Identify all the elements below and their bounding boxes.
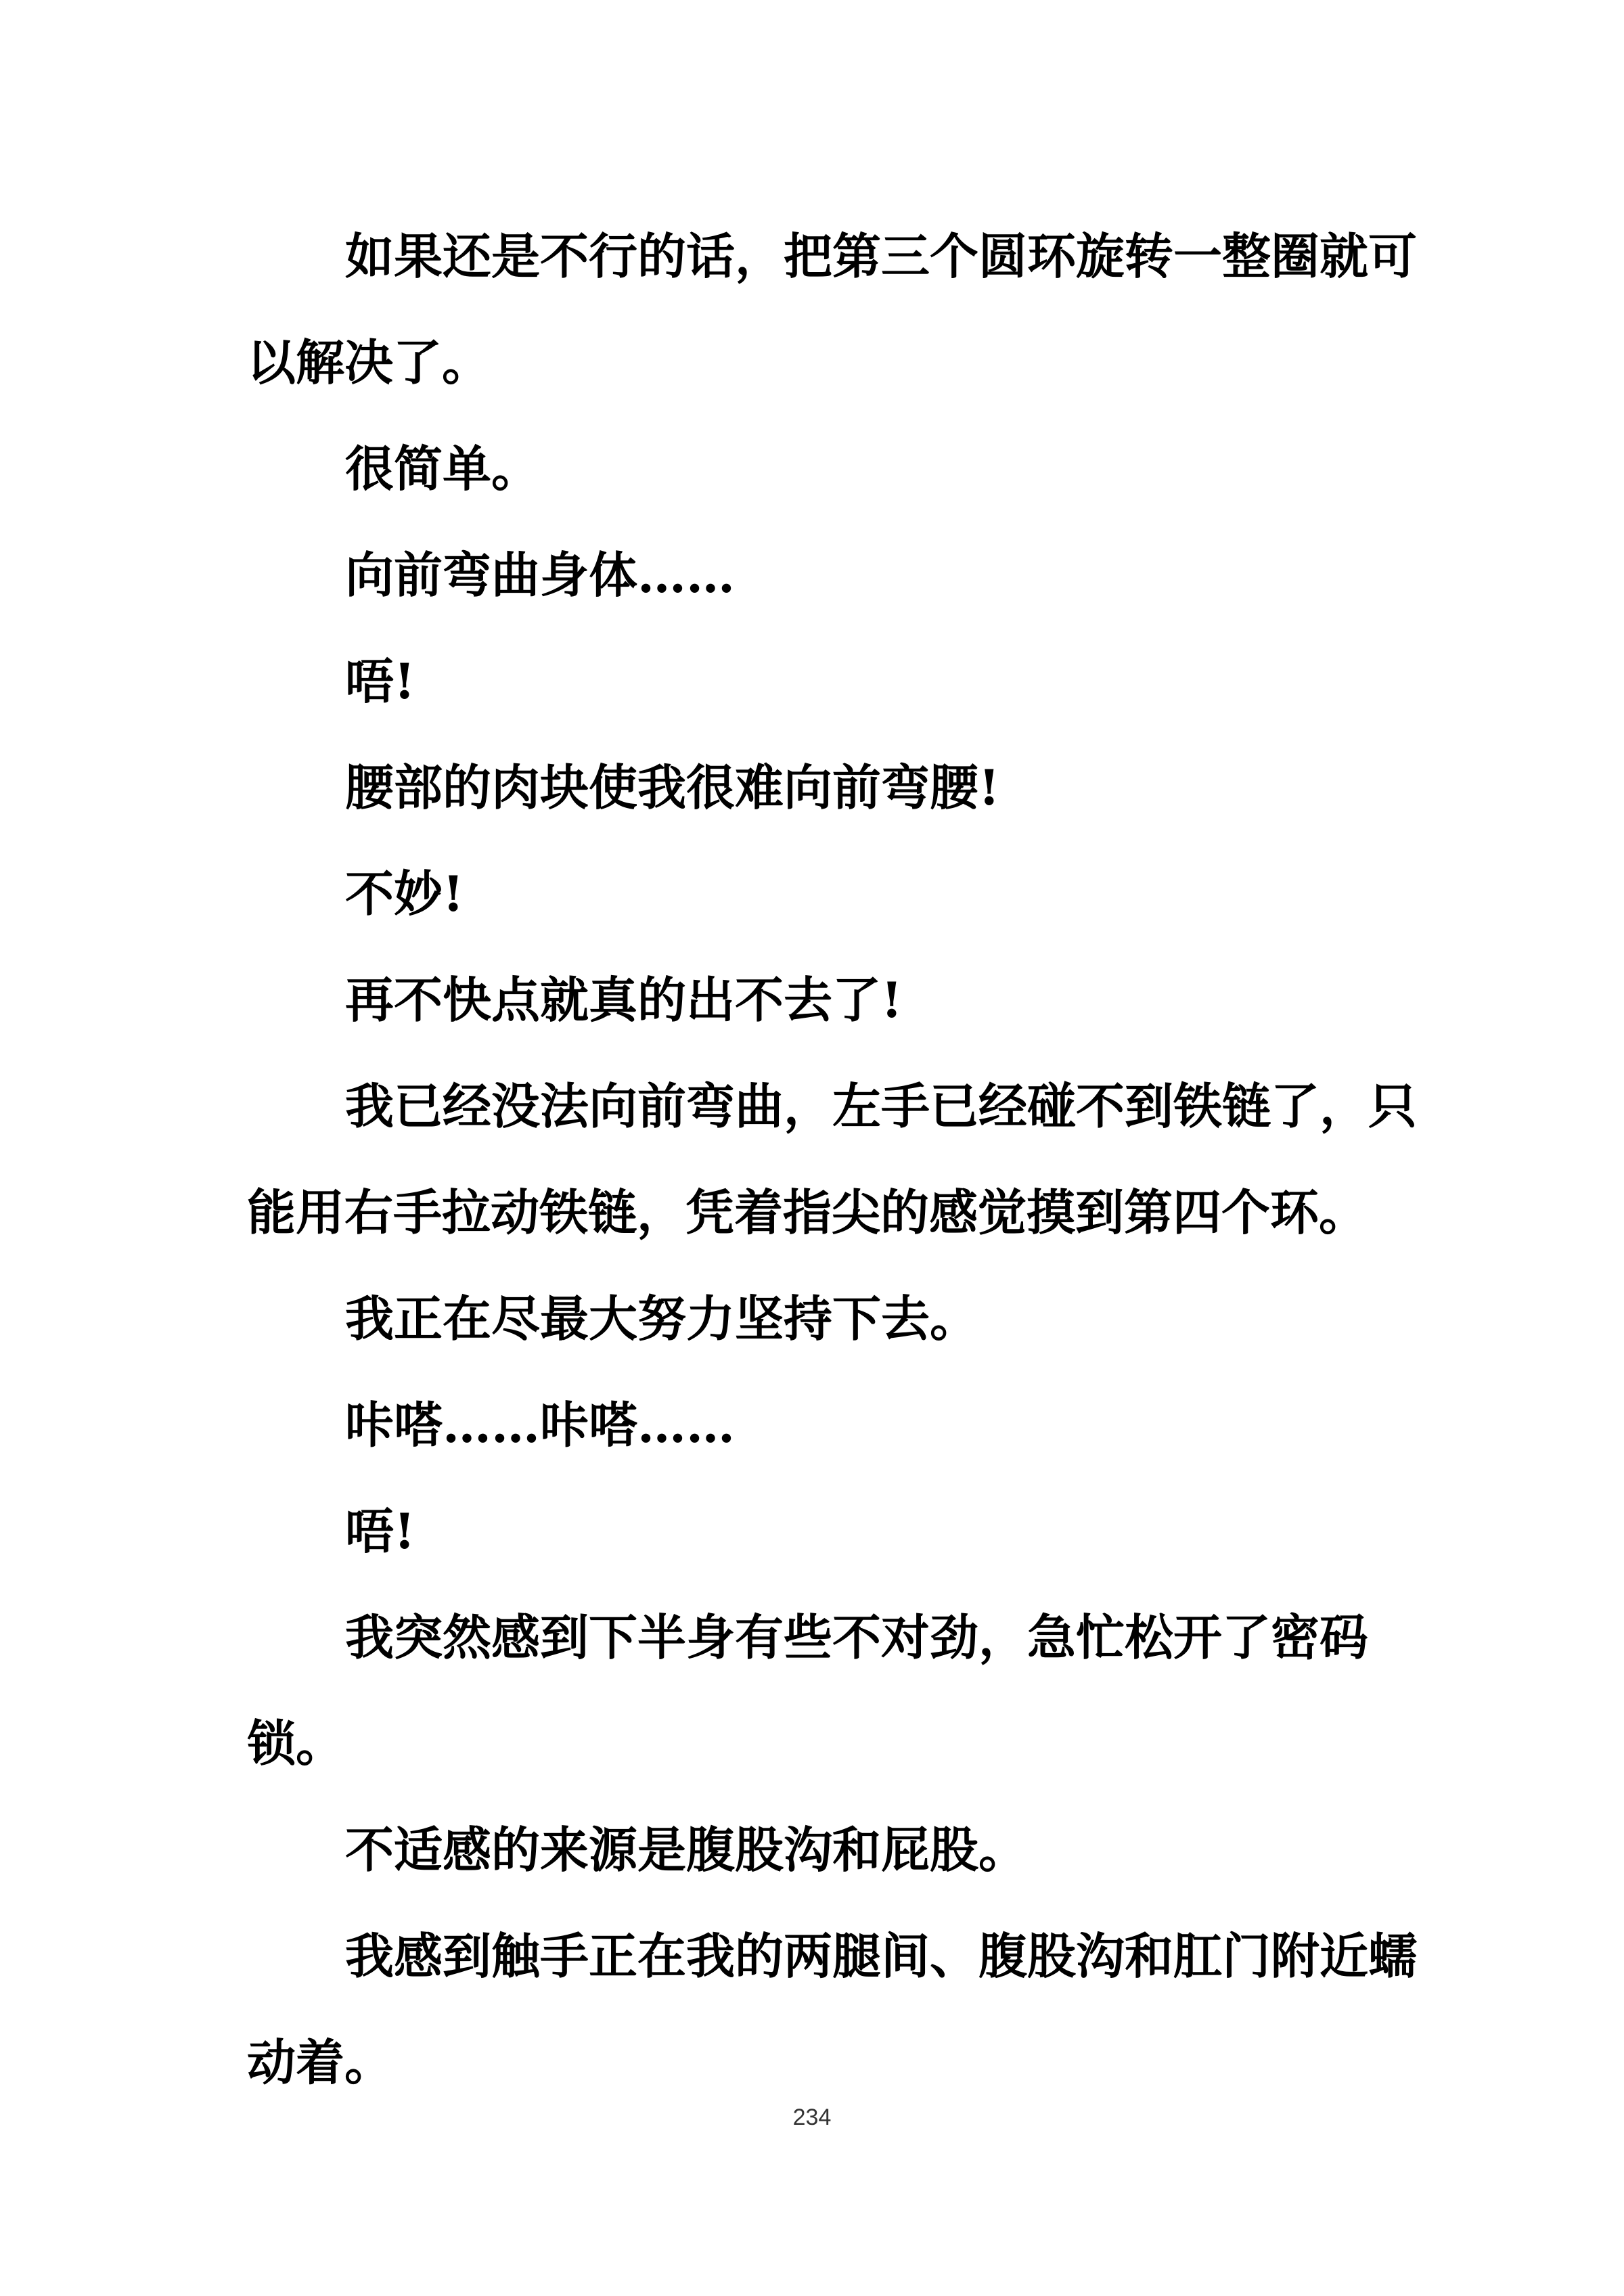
paragraph: 我突然感到下半身有些不对劲，急忙松开了密码锁。: [247, 1608, 1369, 1772]
page-number: 234: [792, 2104, 832, 2130]
paragraph: 唔!: [345, 1502, 415, 1560]
body-text: [247, 203, 1424, 2115]
paragraph: 腰部的肉块使我很难向前弯腰!: [345, 759, 1000, 816]
paragraph: 很简单。: [345, 440, 541, 497]
paragraph: 如果还是不行的话，把第三个圆环旋转一整圈就可以解决了。: [247, 227, 1418, 391]
paragraph: 我感到触手正在我的两腿间、腹股沟和肛门附近蠕动着。: [247, 1927, 1418, 2091]
paragraph: 向前弯曲身体……: [345, 546, 736, 604]
paragraph: 不适感的来源是腹股沟和屁股。: [345, 1821, 1028, 1878]
paragraph: 再不快点就真的出不去了!: [345, 971, 903, 1029]
paragraph: 唔!: [345, 652, 415, 710]
paragraph: 我正在尽最大努力坚持下去。: [345, 1290, 979, 1347]
paragraph: 我已经没法向前弯曲，左手已经碰不到铁链了，只能用右手拉动铁链，凭着指尖的感觉摸到第四个环。: [247, 1077, 1418, 1241]
paragraph: 咔嗒……咔嗒……: [345, 1396, 736, 1454]
paragraph: 不妙!: [345, 865, 464, 922]
